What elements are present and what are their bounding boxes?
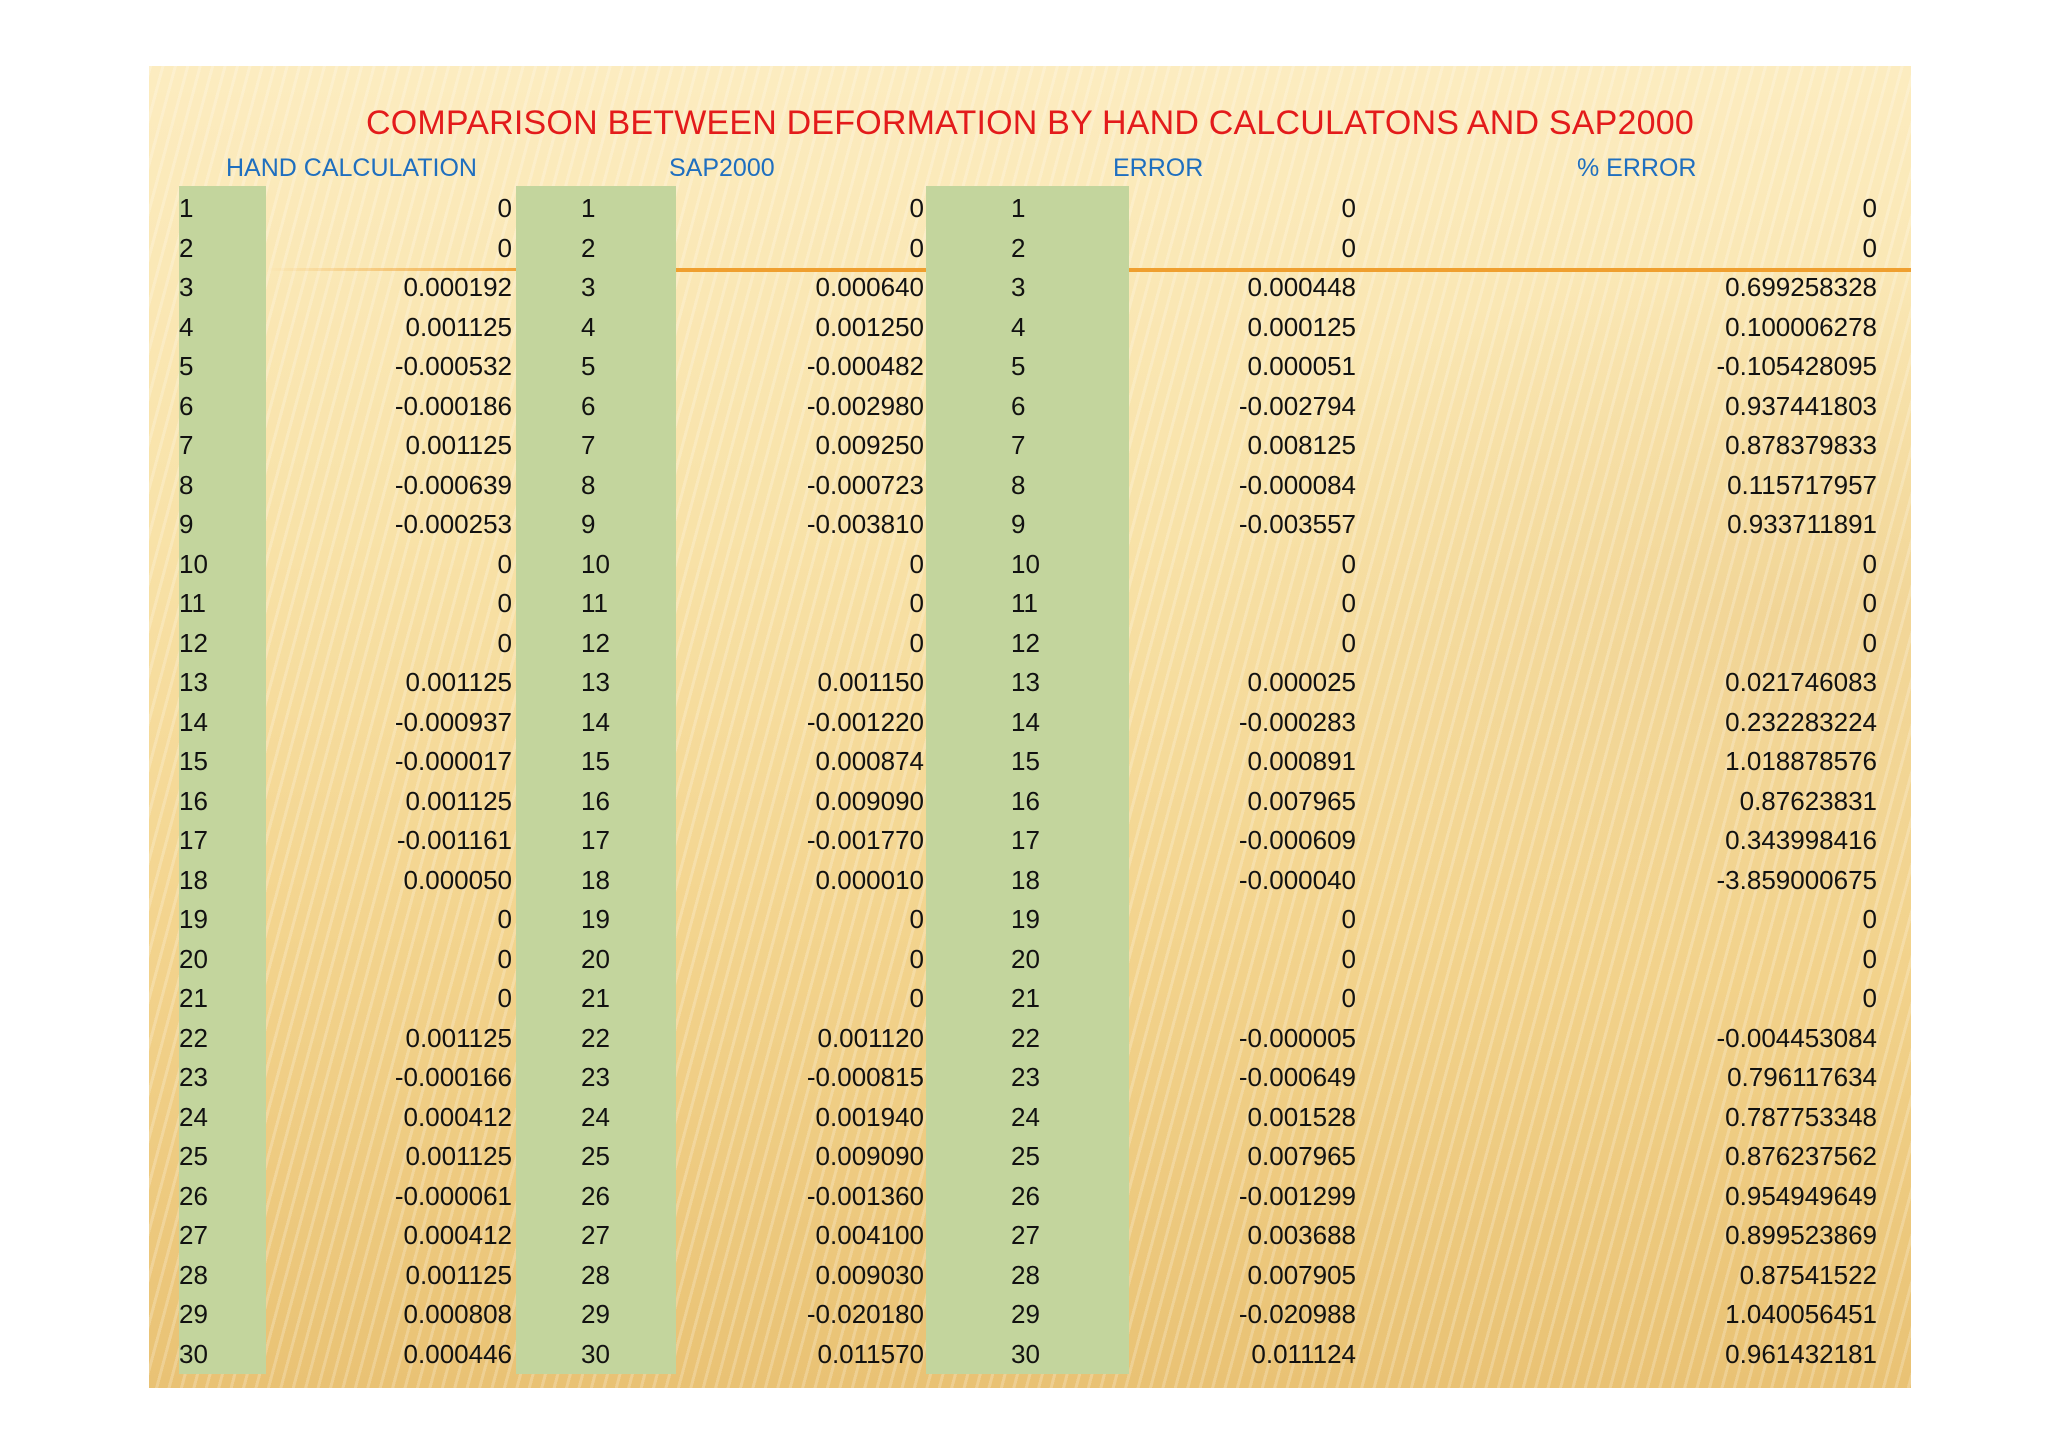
slide-title: COMPARISON BETWEEN DEFORMATION BY HAND CALCULATONS AND SAP2000 bbox=[366, 104, 1694, 142]
hand-row-index: 26 bbox=[179, 1180, 208, 1211]
sap-value: 0.001250 bbox=[815, 311, 924, 342]
hand-row-index: 27 bbox=[179, 1220, 208, 1250]
header-hand-calculation: HAND CALCULATION bbox=[226, 154, 477, 182]
hand-value: 0 bbox=[497, 943, 512, 974]
error-row-index: 14 bbox=[1011, 706, 1040, 737]
error-value: -0.000005 bbox=[1238, 1022, 1356, 1053]
sap-value: 0.001120 bbox=[817, 1022, 924, 1053]
error-row-index: 17 bbox=[1011, 825, 1040, 855]
sap-row-index: 2 bbox=[581, 232, 596, 263]
sap-value: -0.000482 bbox=[806, 351, 924, 381]
error-value: -0.000283 bbox=[1238, 706, 1356, 737]
sap-value: 0 bbox=[909, 983, 924, 1013]
percent-error-value: 1.040056451 bbox=[1725, 1299, 1877, 1329]
error-value: 0 bbox=[1341, 588, 1356, 618]
percent-error-value: 0 bbox=[1862, 904, 1877, 934]
sap-value: 0.009090 bbox=[815, 785, 924, 816]
table-row bbox=[149, 466, 1911, 506]
error-value: 0.011124 bbox=[1251, 1338, 1356, 1369]
header-percent-error: % ERROR bbox=[1577, 154, 1697, 182]
error-value: 0.000448 bbox=[1247, 272, 1356, 302]
error-value: 0.000051 bbox=[1247, 351, 1356, 381]
error-row-index: 9 bbox=[1011, 509, 1026, 539]
hand-value: 0.001125 bbox=[405, 785, 512, 816]
table-row bbox=[149, 782, 1911, 822]
percent-error-value: 0.876237562 bbox=[1725, 1141, 1877, 1171]
hand-row-index: 3 bbox=[179, 272, 194, 302]
hand-value: 0.000050 bbox=[403, 864, 512, 895]
hand-value: -0.000532 bbox=[394, 351, 512, 381]
error-row-index: 1 bbox=[1011, 193, 1026, 223]
table-row bbox=[149, 1058, 1911, 1098]
sap-value: 0.000640 bbox=[815, 272, 924, 302]
hand-row-index: 14 bbox=[179, 706, 208, 737]
hand-value: 0 bbox=[497, 588, 512, 618]
hand-value: -0.000937 bbox=[394, 706, 512, 737]
table-row bbox=[149, 742, 1911, 782]
percent-error-value: 0 bbox=[1862, 588, 1877, 618]
error-row-index: 21 bbox=[1011, 983, 1040, 1013]
table-row bbox=[149, 1137, 1911, 1177]
sap-value: 0.000010 bbox=[815, 864, 924, 895]
comparison-table bbox=[149, 189, 1911, 1374]
error-row-index: 18 bbox=[1011, 864, 1040, 895]
error-value: -0.000609 bbox=[1238, 825, 1356, 855]
table-row bbox=[149, 861, 1911, 901]
table-row bbox=[149, 308, 1911, 348]
hand-row-index: 17 bbox=[179, 825, 208, 855]
sap-row-index: 30 bbox=[581, 1338, 610, 1369]
error-row-index: 10 bbox=[1011, 548, 1040, 579]
sap-row-index: 14 bbox=[581, 706, 610, 737]
error-value: -0.000040 bbox=[1238, 864, 1356, 895]
sap-row-index: 18 bbox=[581, 864, 610, 895]
hand-value: -0.000253 bbox=[394, 509, 512, 539]
sap-row-index: 21 bbox=[581, 983, 610, 1013]
error-value: -0.000649 bbox=[1238, 1062, 1356, 1092]
sap-value: 0 bbox=[909, 627, 924, 658]
error-row-index: 22 bbox=[1011, 1022, 1040, 1053]
sap-value: 0 bbox=[909, 193, 924, 223]
sap-value: 0.000874 bbox=[815, 746, 924, 776]
error-row-index: 7 bbox=[1011, 430, 1026, 460]
sap-value: 0 bbox=[909, 904, 924, 934]
sap-value: -0.000815 bbox=[806, 1062, 924, 1092]
percent-error-value: -3.859000675 bbox=[1716, 864, 1877, 895]
error-value: -0.000084 bbox=[1238, 469, 1356, 500]
percent-error-value: 0.937441803 bbox=[1725, 390, 1877, 421]
sap-value: -0.020180 bbox=[806, 1299, 924, 1329]
error-value: 0 bbox=[1341, 627, 1356, 658]
hand-row-index: 12 bbox=[179, 627, 208, 658]
error-row-index: 12 bbox=[1011, 627, 1040, 658]
error-row-index: 25 bbox=[1011, 1141, 1040, 1171]
table-row bbox=[149, 821, 1911, 861]
percent-error-value: 0.115717957 bbox=[1727, 469, 1877, 500]
error-row-index: 19 bbox=[1011, 904, 1040, 934]
sap-row-index: 11 bbox=[581, 588, 608, 618]
error-value: 0.000025 bbox=[1247, 667, 1356, 697]
table-row bbox=[149, 703, 1911, 743]
sap-row-index: 19 bbox=[581, 904, 610, 934]
hand-value: -0.000639 bbox=[394, 469, 512, 500]
error-value: 0 bbox=[1341, 232, 1356, 263]
error-row-index: 2 bbox=[1011, 232, 1026, 263]
hand-row-index: 9 bbox=[179, 509, 194, 539]
percent-error-value: 0.954949649 bbox=[1725, 1180, 1877, 1211]
hand-row-index: 4 bbox=[179, 311, 194, 342]
error-row-index: 30 bbox=[1011, 1338, 1040, 1369]
sap-value: -0.000723 bbox=[806, 469, 924, 500]
error-row-index: 15 bbox=[1011, 746, 1040, 776]
sap-value: 0 bbox=[909, 588, 924, 618]
percent-error-value: 0.787753348 bbox=[1725, 1101, 1877, 1132]
sap-value: -0.001770 bbox=[806, 825, 924, 855]
sap-row-index: 17 bbox=[581, 825, 610, 855]
error-row-index: 3 bbox=[1011, 272, 1026, 302]
hand-row-index: 16 bbox=[179, 785, 208, 816]
hand-row-index: 21 bbox=[179, 983, 208, 1013]
sap-value: 0 bbox=[909, 232, 924, 263]
error-value: -0.003557 bbox=[1238, 509, 1356, 539]
hand-row-index: 5 bbox=[179, 351, 194, 381]
sap-row-index: 26 bbox=[581, 1180, 610, 1211]
hand-row-index: 28 bbox=[179, 1259, 208, 1290]
table-row bbox=[149, 1177, 1911, 1217]
table-row bbox=[149, 1019, 1911, 1059]
percent-error-value: 0.343998416 bbox=[1725, 825, 1877, 855]
error-value: 0.008125 bbox=[1247, 430, 1356, 460]
hand-row-index: 23 bbox=[179, 1062, 208, 1092]
error-row-index: 27 bbox=[1011, 1220, 1040, 1250]
percent-error-value: 1.018878576 bbox=[1725, 746, 1877, 776]
error-value: -0.001299 bbox=[1238, 1180, 1356, 1211]
hand-value: -0.000061 bbox=[394, 1180, 512, 1211]
error-value: 0.000125 bbox=[1247, 311, 1356, 342]
sap-value: 0.001940 bbox=[815, 1101, 924, 1132]
error-value: 0.000891 bbox=[1247, 746, 1356, 776]
sap-value: 0.011570 bbox=[817, 1338, 924, 1369]
header-error: ERROR bbox=[1113, 154, 1204, 182]
hand-value: 0.000412 bbox=[403, 1220, 512, 1250]
sap-value: 0.009090 bbox=[815, 1141, 924, 1171]
hand-row-index: 30 bbox=[179, 1338, 208, 1369]
table-row bbox=[149, 1256, 1911, 1296]
error-value: 0 bbox=[1341, 943, 1356, 974]
sap-row-index: 4 bbox=[581, 311, 596, 342]
sap-value: 0.004100 bbox=[815, 1220, 924, 1250]
error-row-index: 6 bbox=[1011, 390, 1026, 421]
percent-error-value: 0 bbox=[1862, 943, 1877, 974]
sap-row-index: 10 bbox=[581, 548, 610, 579]
percent-error-value: 0 bbox=[1862, 627, 1877, 658]
error-value: 0.007965 bbox=[1247, 1141, 1356, 1171]
sap-row-index: 22 bbox=[581, 1022, 610, 1053]
sap-row-index: 29 bbox=[581, 1299, 610, 1329]
table-row bbox=[149, 663, 1911, 703]
error-value: 0 bbox=[1341, 548, 1356, 579]
hand-value: 0.001125 bbox=[405, 311, 512, 342]
hand-value: 0 bbox=[497, 904, 512, 934]
error-value: 0.007965 bbox=[1247, 785, 1356, 816]
percent-error-value: 0 bbox=[1862, 548, 1877, 579]
sap-value: -0.003810 bbox=[806, 509, 924, 539]
hand-value: 0 bbox=[497, 232, 512, 263]
hand-row-index: 24 bbox=[179, 1101, 208, 1132]
hand-value: 0.001125 bbox=[405, 1259, 512, 1290]
hand-value: 0.001125 bbox=[405, 430, 512, 460]
hand-value: 0.001125 bbox=[405, 1141, 512, 1171]
table-row bbox=[149, 900, 1911, 940]
error-value: 0 bbox=[1341, 983, 1356, 1013]
percent-error-value: 0.87623831 bbox=[1739, 785, 1877, 816]
sap-value: 0 bbox=[909, 943, 924, 974]
hand-row-index: 7 bbox=[179, 430, 194, 460]
hand-value: 0.000446 bbox=[403, 1338, 512, 1369]
hand-row-index: 1 bbox=[179, 193, 194, 223]
error-row-index: 4 bbox=[1011, 311, 1026, 342]
hand-row-index: 2 bbox=[179, 232, 194, 263]
table-row bbox=[149, 1216, 1911, 1256]
sap-row-index: 8 bbox=[581, 469, 596, 500]
error-row-index: 20 bbox=[1011, 943, 1040, 974]
hand-value: 0 bbox=[497, 193, 512, 223]
percent-error-value: -0.105428095 bbox=[1716, 351, 1877, 381]
table-row bbox=[149, 229, 1911, 269]
hand-row-index: 22 bbox=[179, 1022, 208, 1053]
hand-row-index: 10 bbox=[179, 548, 208, 579]
table-row bbox=[149, 189, 1911, 229]
hand-value: -0.000166 bbox=[394, 1062, 512, 1092]
hand-value: 0 bbox=[497, 548, 512, 579]
table-row bbox=[149, 545, 1911, 585]
sap-row-index: 1 bbox=[581, 193, 596, 223]
hand-row-index: 20 bbox=[179, 943, 208, 974]
table-row bbox=[149, 268, 1911, 308]
sap-value: 0.009030 bbox=[815, 1259, 924, 1290]
percent-error-value: 0.232283224 bbox=[1725, 706, 1877, 737]
hand-value: 0.000412 bbox=[403, 1101, 512, 1132]
error-row-index: 5 bbox=[1011, 351, 1026, 381]
error-row-index: 24 bbox=[1011, 1101, 1040, 1132]
percent-error-value: 0.878379833 bbox=[1725, 430, 1877, 460]
percent-error-value: 0 bbox=[1862, 193, 1877, 223]
slide bbox=[149, 66, 1911, 1388]
sap-value: -0.002980 bbox=[806, 390, 924, 421]
hand-row-index: 18 bbox=[179, 864, 208, 895]
percent-error-value: 0.899523869 bbox=[1725, 1220, 1877, 1250]
error-value: 0.007905 bbox=[1247, 1259, 1356, 1290]
percent-error-value: 0.699258328 bbox=[1725, 272, 1877, 302]
hand-value: -0.000017 bbox=[394, 746, 512, 776]
error-value: -0.020988 bbox=[1238, 1299, 1356, 1329]
sap-row-index: 13 bbox=[581, 667, 610, 697]
sap-row-index: 28 bbox=[581, 1259, 610, 1290]
table-row bbox=[149, 1335, 1911, 1375]
sap-row-index: 27 bbox=[581, 1220, 610, 1250]
hand-row-index: 8 bbox=[179, 469, 194, 500]
hand-row-index: 19 bbox=[179, 904, 208, 934]
error-value: -0.002794 bbox=[1238, 390, 1356, 421]
sap-value: -0.001220 bbox=[806, 706, 924, 737]
error-row-index: 16 bbox=[1011, 785, 1040, 816]
hand-row-index: 11 bbox=[179, 588, 206, 618]
hand-value: 0.001125 bbox=[405, 667, 512, 697]
table-row bbox=[149, 624, 1911, 664]
percent-error-value: 0 bbox=[1862, 232, 1877, 263]
sap-row-index: 9 bbox=[581, 509, 596, 539]
table-row bbox=[149, 584, 1911, 624]
error-row-index: 13 bbox=[1011, 667, 1040, 697]
sap-row-index: 23 bbox=[581, 1062, 610, 1092]
hand-value: 0.001125 bbox=[405, 1022, 512, 1053]
table-row bbox=[149, 387, 1911, 427]
percent-error-value: 0 bbox=[1862, 983, 1877, 1013]
sap-value: 0.001150 bbox=[817, 667, 924, 697]
sap-row-index: 6 bbox=[581, 390, 596, 421]
sap-row-index: 3 bbox=[581, 272, 596, 302]
error-row-index: 28 bbox=[1011, 1259, 1040, 1290]
percent-error-value: 0.933711891 bbox=[1727, 509, 1877, 539]
sap-row-index: 12 bbox=[581, 627, 610, 658]
sap-row-index: 20 bbox=[581, 943, 610, 974]
hand-row-index: 15 bbox=[179, 746, 208, 776]
percent-error-value: -0.004453084 bbox=[1716, 1022, 1877, 1053]
table-row bbox=[149, 505, 1911, 545]
sap-row-index: 24 bbox=[581, 1101, 610, 1132]
error-value: 0.003688 bbox=[1247, 1220, 1356, 1250]
error-row-index: 23 bbox=[1011, 1062, 1040, 1092]
hand-row-index: 25 bbox=[179, 1141, 208, 1171]
sap-row-index: 25 bbox=[581, 1141, 610, 1171]
table-row bbox=[149, 347, 1911, 387]
hand-row-index: 29 bbox=[179, 1299, 208, 1329]
sap-row-index: 5 bbox=[581, 351, 596, 381]
table-row bbox=[149, 979, 1911, 1019]
table-row bbox=[149, 1295, 1911, 1335]
sap-row-index: 16 bbox=[581, 785, 610, 816]
hand-value: 0.000192 bbox=[403, 272, 512, 302]
hand-value: 0 bbox=[497, 627, 512, 658]
percent-error-value: 0.100006278 bbox=[1725, 311, 1877, 342]
percent-error-value: 0.021746083 bbox=[1725, 667, 1877, 697]
table-row bbox=[149, 940, 1911, 980]
error-row-index: 29 bbox=[1011, 1299, 1040, 1329]
hand-row-index: 13 bbox=[179, 667, 208, 697]
hand-value: 0 bbox=[497, 983, 512, 1013]
hand-value: 0.000808 bbox=[403, 1299, 512, 1329]
error-value: 0 bbox=[1341, 904, 1356, 934]
table-row bbox=[149, 1098, 1911, 1138]
sap-value: 0.009250 bbox=[815, 430, 924, 460]
header-sap2000: SAP2000 bbox=[669, 154, 775, 182]
percent-error-value: 0.961432181 bbox=[1725, 1338, 1877, 1369]
sap-value: -0.001360 bbox=[806, 1180, 924, 1211]
hand-value: -0.000186 bbox=[394, 390, 512, 421]
sap-value: 0 bbox=[909, 548, 924, 579]
error-row-index: 26 bbox=[1011, 1180, 1040, 1211]
error-row-index: 11 bbox=[1011, 588, 1038, 618]
sap-row-index: 7 bbox=[581, 430, 596, 460]
percent-error-value: 0.796117634 bbox=[1727, 1062, 1877, 1092]
hand-row-index: 6 bbox=[179, 390, 194, 421]
error-value: 0 bbox=[1341, 193, 1356, 223]
error-value: 0.001528 bbox=[1247, 1101, 1356, 1132]
hand-value: -0.001161 bbox=[396, 825, 512, 855]
sap-row-index: 15 bbox=[581, 746, 610, 776]
percent-error-value: 0.87541522 bbox=[1739, 1259, 1877, 1290]
error-row-index: 8 bbox=[1011, 469, 1026, 500]
table-row bbox=[149, 426, 1911, 466]
